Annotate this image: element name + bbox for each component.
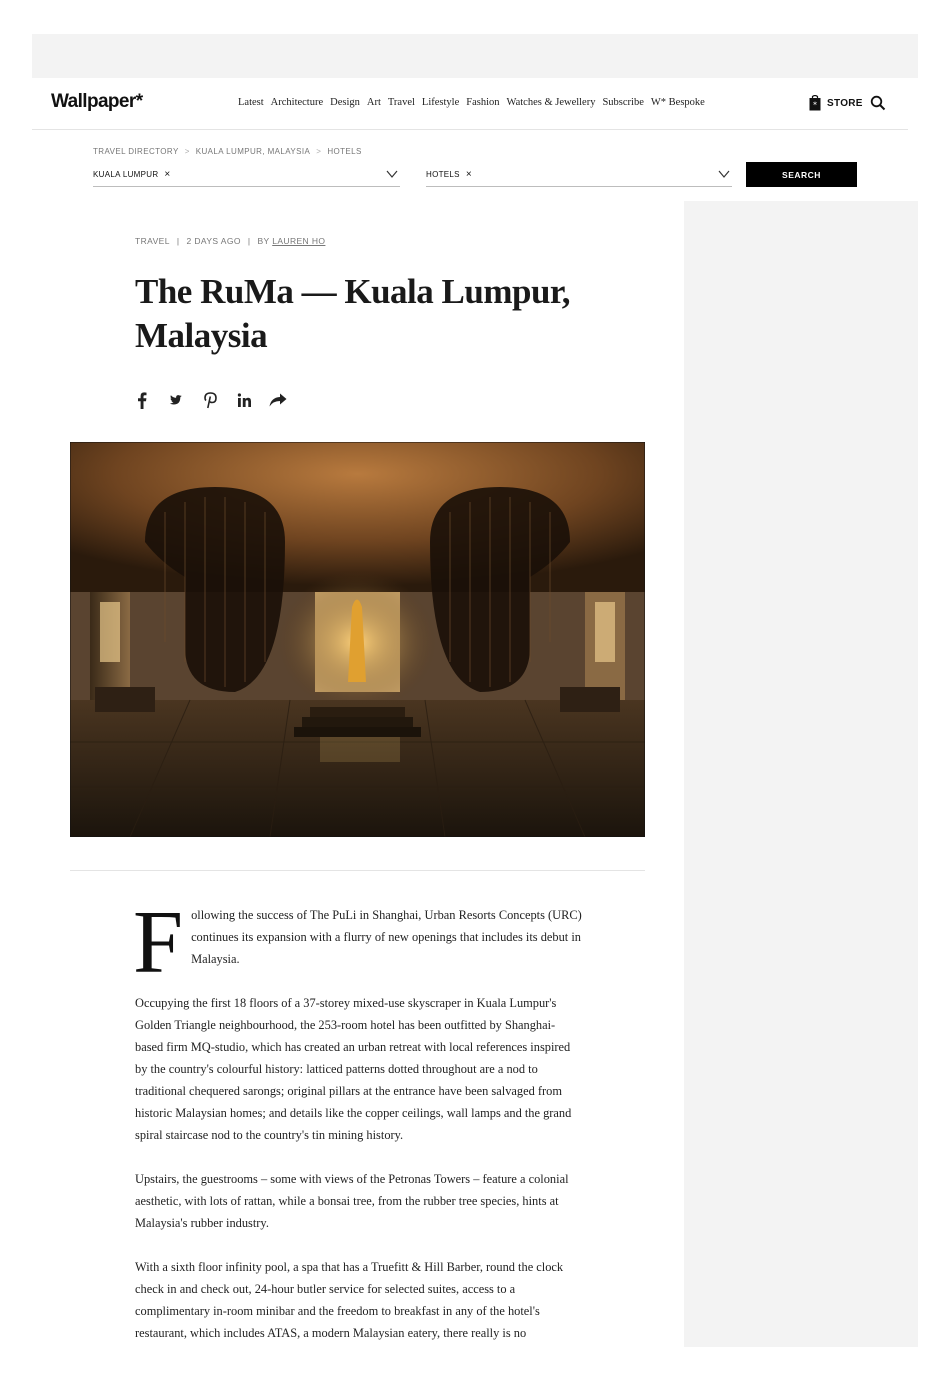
article-paragraph: Occupying the first 18 floors of a 37-storey mixed-use skyscraper in Kuala Lumpur's Golden Triangle neighbourhood, the 253-room hotel has been outfitted by Shanghai-based firm MQ-studio, which has created an urban retreat with local references inspired by the country's colourful history: latticed patterns dotted throughout are a nod to traditional chequered sarongs; original pillars at the entrance have been salvaged from historic Malaysian homes; and details like the copper ceilings, wall lamps and the grand spiral staircase nod to the country's tin mining history. (135, 996, 572, 1142)
nav-item-art[interactable]: Art (366, 97, 381, 108)
share-twitter[interactable] (167, 390, 185, 410)
article-body (133, 893, 583, 1366)
breadcrumb-separator: > (316, 147, 322, 156)
type-filter-select[interactable] (426, 164, 732, 187)
search-icon (870, 95, 886, 111)
paragraph-1-text: ollowing the success of The PuLi in Shanghai, Urban Resorts Concepts (URC) continues its expansion with a flurry of new openings that includes its debut in Malaysia. (191, 908, 582, 966)
pinterest-icon (204, 392, 217, 409)
city-remove-button[interactable]: × (164, 169, 171, 180)
nav-item-fashion[interactable]: Fashion (466, 97, 500, 108)
site-header (32, 78, 908, 130)
sidebar-ad (684, 201, 918, 1347)
chevron-down-icon (386, 169, 398, 179)
nav-item-lifestyle[interactable]: Lifestyle (421, 97, 460, 108)
meta-separator: | (247, 236, 251, 246)
share-pinterest[interactable] (201, 390, 219, 410)
share-linkedin[interactable] (235, 390, 253, 410)
article-author[interactable]: LAUREN HO (272, 236, 326, 246)
main-nav (238, 97, 705, 108)
directory-search-button[interactable]: SEARCH (746, 162, 857, 187)
type-remove-button[interactable]: × (465, 169, 472, 180)
drop-cap: F (133, 893, 184, 992)
hero-lobby-photo (70, 442, 645, 837)
nav-item-architecture[interactable]: Architecture (270, 97, 324, 108)
share-bar (133, 390, 287, 410)
svg-text:*: * (813, 100, 817, 110)
nav-item-latest[interactable]: Latest (238, 97, 264, 108)
ad-banner (32, 34, 918, 78)
share-icon (269, 393, 287, 407)
meta-separator: | (176, 236, 180, 246)
city-filter-chip (93, 169, 171, 180)
byline-prefix: BY (257, 236, 270, 246)
breadcrumb-kuala-lumpur[interactable]: KUALA LUMPUR, MALAYSIA (195, 147, 311, 156)
article-paragraph: Upstairs, the guestrooms – some with views of the Petronas Towers – feature a colonial aesthetic, with lots of rattan, while a bonsai tree, from the rubber tree species, hints at Malaysia's rubber industry. (135, 1172, 569, 1230)
type-filter-chip (426, 169, 472, 180)
breadcrumb-travel-directory[interactable]: TRAVEL DIRECTORY (93, 147, 179, 156)
city-filter-select[interactable] (93, 164, 400, 187)
twitter-icon (168, 393, 185, 407)
type-filter-value: HOTELS (426, 170, 460, 179)
article-date: 2 DAYS AGO (186, 236, 241, 246)
breadcrumb-hotels[interactable]: HOTELS (327, 147, 362, 156)
share-more[interactable] (269, 390, 287, 410)
store-label: STORE (827, 97, 863, 109)
article-category[interactable]: TRAVEL (135, 236, 170, 246)
nav-item-watches-jewellery[interactable]: Watches & Jewellery (506, 97, 596, 108)
nav-item-design[interactable]: Design (330, 97, 360, 108)
article-byline (257, 236, 325, 246)
article-title: The RuMa — Kuala Lumpur, Malaysia (135, 272, 571, 355)
site-logo[interactable]: Wallpaper* (51, 91, 143, 112)
city-filter-value: KUALA LUMPUR (93, 170, 159, 179)
divider (70, 870, 645, 871)
hero-image (70, 442, 645, 837)
facebook-icon (137, 392, 147, 409)
nav-item-bespoke[interactable]: W* Bespoke (650, 97, 705, 108)
article-paragraph (133, 893, 583, 992)
breadcrumb (93, 147, 362, 156)
linkedin-icon (237, 393, 252, 408)
share-facebook[interactable] (133, 390, 151, 410)
article-paragraph: With a sixth floor infinity pool, a spa that has a Truefitt & Hill Barber, round the clock check in and check out, 24-hour butler service for selected suites, access to a complimentary in-room minibar and the freedom to breakfast in any of the hotel's restaurant, which includes ATAS, a modern Malaysian eatery, there really is no (135, 1260, 564, 1340)
shopping-bag-icon (809, 95, 821, 111)
store-link[interactable] (809, 95, 863, 111)
nav-item-subscribe[interactable]: Subscribe (602, 97, 644, 108)
nav-item-travel[interactable]: Travel (387, 97, 415, 108)
chevron-down-icon (718, 169, 730, 179)
breadcrumb-separator: > (184, 147, 190, 156)
article-meta (135, 236, 325, 246)
search-button[interactable] (870, 95, 888, 113)
